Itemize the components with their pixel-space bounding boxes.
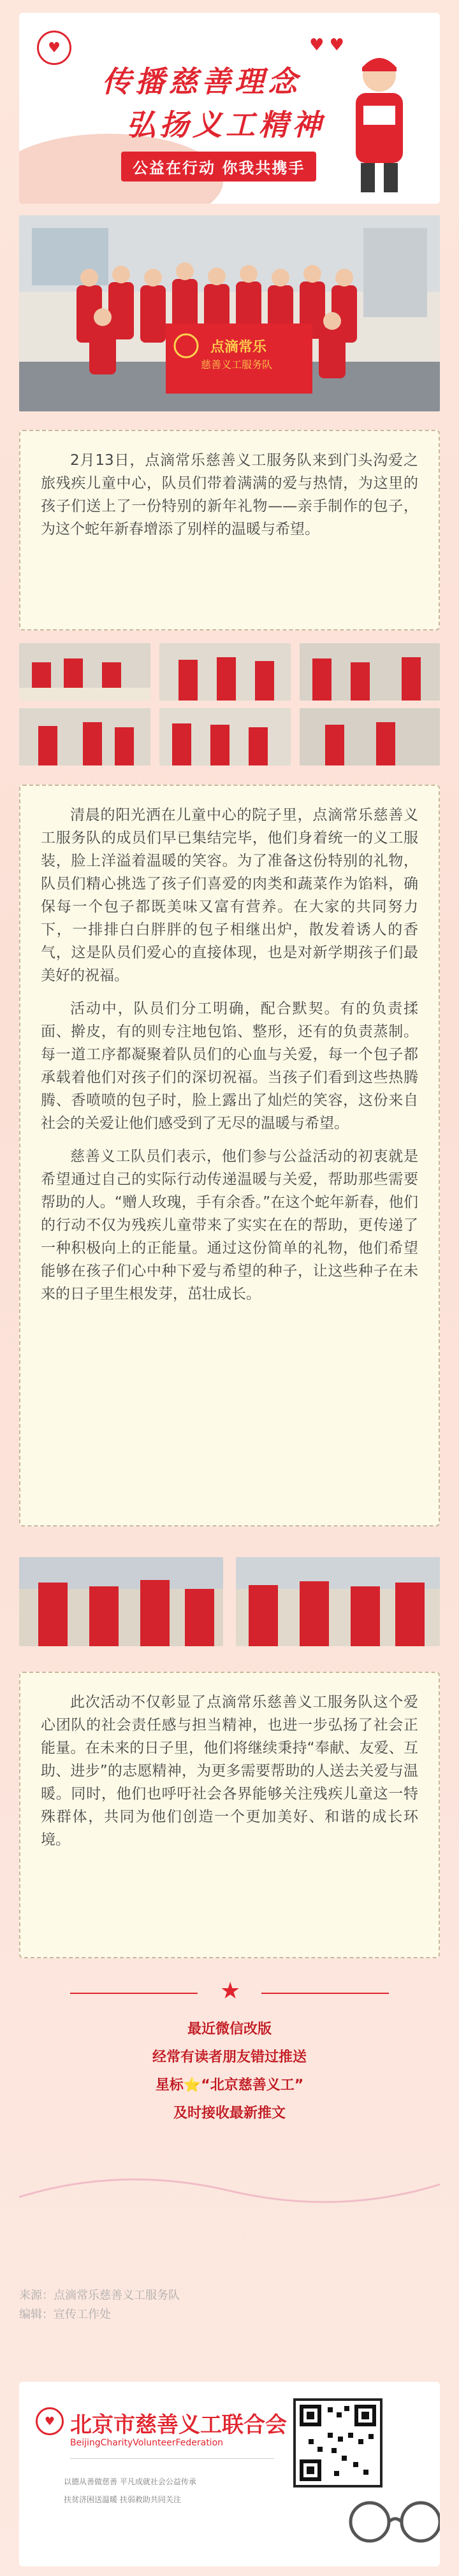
article-paragraph: 此次活动不仅彰显了点滴常乐慈善义工服务队这个爱心团队的社会责任感与担当精神，也进一步弘扬了社会正能量。在未来的日子里，他们将继续秉持“奉献、友爱、互助、进步”的志愿精神，为更多需要帮助的人送去关爱与温暖。同时，他们也呼吁社会各界能够关注残疾儿童这一特殊群体，共同为他们创造一个更加美好、和谐的成长环境。 (41, 1694, 418, 1848)
banner-title-line1: 传播慈善理念 (102, 64, 301, 99)
group-banner-text: 点滴常乐 (210, 339, 267, 355)
promo-line: 星标⭐“北京慈善义工” (155, 2077, 304, 2093)
charity-logo-icon: ♥ (37, 31, 71, 65)
org-tagline: 扶贫济困送温暖 扶弱救助共同关注 (64, 2495, 181, 2504)
follow-promo (19, 2016, 440, 2128)
org-card (19, 2382, 440, 2566)
org-name: 北京市慈善义工联合会 (70, 2412, 287, 2438)
group-banner-subtext: 慈善义工服务队 (201, 359, 273, 371)
banner-title-line2: 弘扬义工精神 (126, 108, 325, 142)
article-paragraph: 2月13日，点滴常乐慈善义工服务队来到门头沟爱之旅残疾儿童中心，队员们带着满满的爱与热情，为这里的孩子们送上了一份特别的新年礼物——亲手制作的包子，为这个蛇年新春增添了别样的温暖与希望。 (41, 452, 418, 537)
banner-slogan: 公益在行动 你我共携手 (121, 152, 316, 181)
star-icon: ★ (220, 1978, 241, 2004)
org-logo-icon: ♥ (36, 2407, 64, 2435)
article-paragraph: 活动中，队员们分工明确，配合默契。有的负责揉面、擀皮，有的则专注地包馅、整形，还有的负责蒸制。每一道工序都凝聚着队员们的心血与关爱，每一个包子都承载着他们对孩子们的深切祝福。当孩子们看到这些热腾腾、香喷喷的包子时，脸上露出了灿烂的笑容，这份来自社会的关爱让他们感受到了无尽的温暖与希望。 (41, 1000, 418, 1132)
decor-strip (19, 2159, 440, 2210)
glasses-icon (338, 2496, 440, 2547)
section-divider (70, 1978, 389, 2006)
activity-photo (236, 1557, 440, 1646)
article-paragraph: 清晨的阳光洒在儿童中心的院子里，点滴常乐慈善义工服务队的成员们早已集结完毕，他们身着统一的义工服装，脸上洋溢着温暖的笑容。为了准备这份特别的礼物，队员们精心挑选了孩子们喜爱的肉类和蔬菜作为馅料，确保每一个包子都既美味又富有营养。在大家的共同努力下，一排排白白胖胖的包子相继出炉，散发着诱人的香气，这是队员们爱心的直接体现，也是对新学期孩子们最美好的祝福。 (41, 807, 418, 984)
activity-photo (19, 1557, 223, 1646)
editor-text: 编辑：宣传工作处 (19, 2308, 111, 2321)
article-paragraph: 慈善义工队员们表示，他们参与公益活动的初衷就是希望通过自己的实际行动传递温暖与关爱，帮助那些需要帮助的人。“赠人玫瑰，手有余香。”在这个蛇年新春，他们的行动不仅为残疾儿童带来了实实在在的帮助，更传递了一种积极向上的正能量。通过这份简单的礼物，他们希望能够在孩子们心中种下爱与希望的种子，让这些种子在未来的日子里生根发芽，茁壮成长。 (41, 1148, 418, 1302)
promo-line: 最近微信改版 (187, 2021, 272, 2037)
article-card-closing (19, 1672, 440, 1958)
promo-line: 及时接收最新推文 (173, 2105, 286, 2121)
org-name-en: BeijingCharityVolunteerFederation (70, 2438, 224, 2448)
org-tagline: 以德从善做慈善 平凡成就社会公益传承 (64, 2477, 196, 2486)
heart-icon: ♥ ♥ (309, 36, 344, 55)
qr-code-icon[interactable] (293, 2398, 382, 2487)
source-text: 来源：点滴常乐慈善义工服务队 (19, 2289, 180, 2302)
promo-line: 经常有读者朋友错过推送 (152, 2049, 307, 2065)
